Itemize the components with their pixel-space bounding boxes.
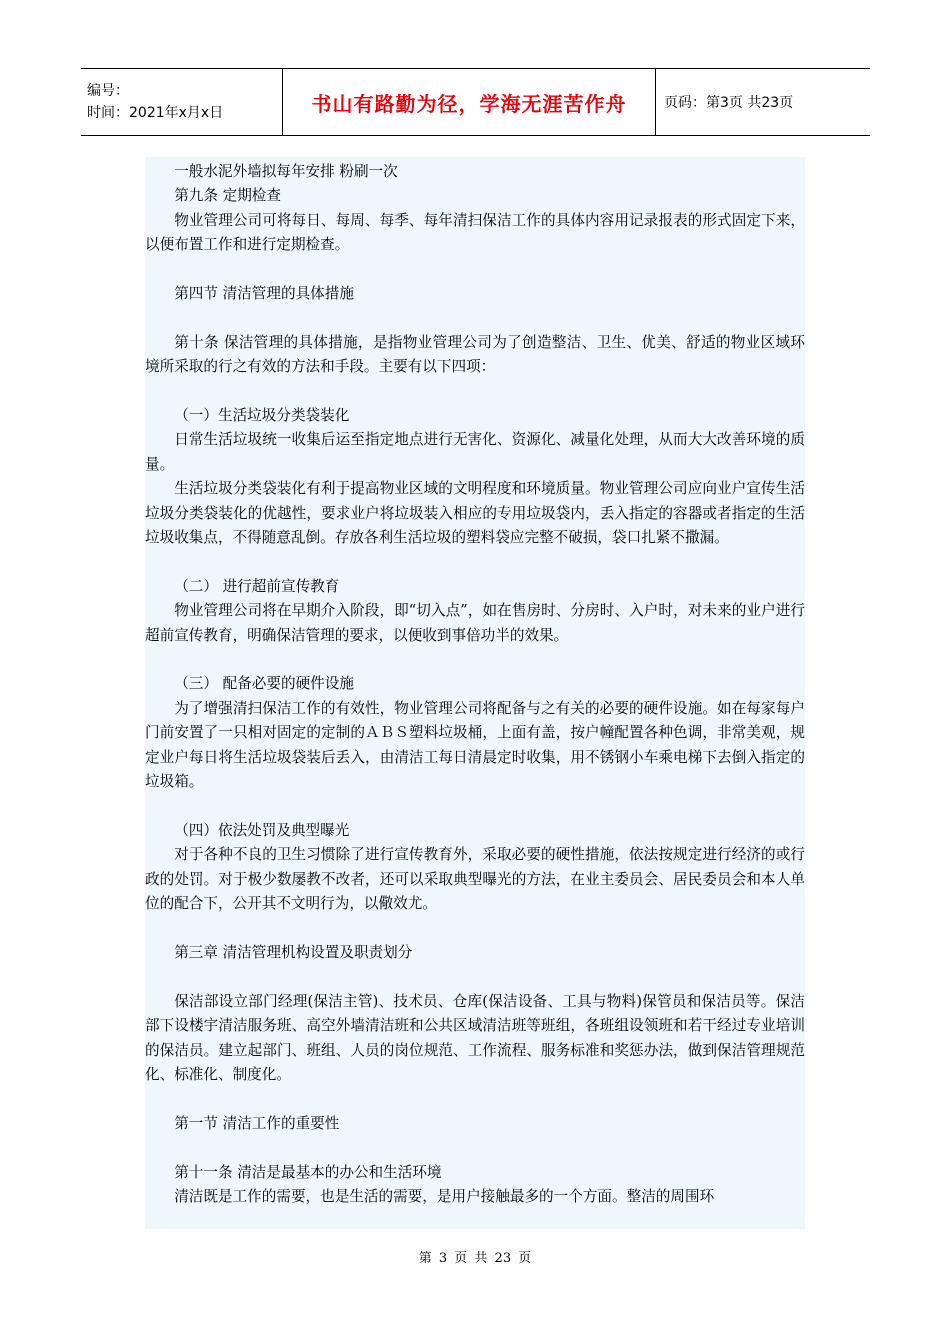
- paragraph: （四）依法处罚及典型曝光: [174, 821, 350, 839]
- paragraph: 为了增强清扫保洁工作的有效性，物业管理公司将配备与之有关的必要的硬件设施。如在每家每户门前安置了一只相对固定的定制的ＡＢＳ塑料垃圾桶，上面有盖，按户幢配置各种色调，非常美观，规定业户每日将生活垃圾袋装后丢入，由清洁工每日清晨定时收集，用不锈钢小车乘电梯下去倒入指定的垃圾箱。: [145, 699, 805, 791]
- paragraph: 保洁部设立部门经理(保洁主管)、技术员、仓库(保洁设备、工具与物料)保管员和保洁员等。保洁部下设楼宇清洁服务班、高空外墙清洁班和公共区域清洁班等班组，各班组设领班和若干经过专业培训的保洁员。建立起部门、班组、人员的岗位规范、工作流程、服务标准和奖惩办法，做到保洁管理规范化、标准化、制度化。: [145, 992, 805, 1083]
- paragraph-gap: [145, 917, 805, 941]
- paragraph: 清洁既是工作的需要，也是生活的需要，是用户接触最多的一个方面。整洁的周围环: [174, 1187, 715, 1205]
- page-header: [81, 68, 870, 136]
- paragraph-gap: [145, 1136, 805, 1160]
- paragraph: 对于各种不良的卫生习惯除了进行宣传教育外，采取必要的硬性措施，依法按规定进行经济的或行政的处罚。对于极少数屡教不改者，还可以采取典型曝光的方法，在业主委员会、居民委员会和本人单位的配合下，公开其不文明行为，以儆效尤。: [145, 846, 805, 913]
- paragraph-gap: [145, 648, 805, 672]
- paragraph: 第十一条 清洁是最基本的办公和生活环境: [174, 1163, 442, 1181]
- paragraph: 日常生活垃圾统一收集后运至指定地点进行无害化、资源化、减量化处理，从而大大改善环境的质量。: [145, 431, 805, 473]
- paragraph-gap: [145, 550, 805, 574]
- paragraph-gap: [145, 965, 805, 989]
- header-motto: 书山有路勤为径，学海无涯苦作舟: [311, 91, 627, 116]
- paragraph: 第九条 定期检查: [174, 187, 281, 205]
- paragraph: （三） 配备必要的硬件设施: [174, 675, 354, 693]
- paragraph: （一）生活垃圾分类袋装化: [174, 407, 350, 425]
- paragraph-gap: [145, 380, 805, 404]
- header-motto-cell: [282, 69, 656, 135]
- paragraph: 第四节 清洁管理的具体措施: [174, 285, 354, 303]
- paragraph-gap: [145, 306, 805, 330]
- document-body: [145, 157, 805, 1229]
- document-number-label: 编号：: [87, 83, 129, 99]
- paragraph: 物业管理公司将在早期介入阶段，即“切入点”，如在售房时、分房时、入户时，对未来的业户进行超前宣传教育，明确保洁管理的要求，以便收到事倍功半的效果。: [145, 602, 805, 644]
- document-date: 时间：2021年x月x日: [87, 105, 224, 121]
- paragraph: （二） 进行超前宣传教育: [174, 577, 340, 595]
- paragraph-gap: [145, 258, 805, 282]
- paragraph: 一般水泥外墙拟每年安排 粉刷一次: [174, 163, 398, 180]
- paragraph: 生活垃圾分类袋装化有利于提高物业区域的文明程度和环境质量。物业管理公司应向业户宣传生活垃圾分类袋装化的优越性，要求业户将垃圾装入相应的专用垃圾袋内，丢入指定的容器或者指定的生活垃圾收集点，不得随意乱倒。存放各利生活垃圾的塑料袋应完整不破损，袋口扎紧不撒漏。: [145, 480, 805, 547]
- paragraph-gap: [145, 1087, 805, 1111]
- paragraph: 第十条 保洁管理的具体措施，是指物业管理公司为了创造整洁、卫生、优美、舒适的物业区域环境所采取的行之有效的方法和手段。主要有以下四项：: [145, 333, 805, 376]
- paragraph: 物业管理公司可将每日、每周、每季、每年清扫保洁工作的具体内容用记录报表的形式固定下来，以便布置工作和进行定期检查。: [145, 211, 805, 254]
- page-footer: 第 3 页 共 23 页: [418, 1251, 532, 1266]
- paragraph-gap: [145, 794, 805, 818]
- paragraph: 第一节 清洁工作的重要性: [174, 1114, 340, 1132]
- header-meta: [81, 69, 282, 135]
- header-page-info: 页码：第3页 共23页: [664, 95, 794, 111]
- paragraph: 第三章 清洁管理机构设置及职责划分: [174, 943, 413, 961]
